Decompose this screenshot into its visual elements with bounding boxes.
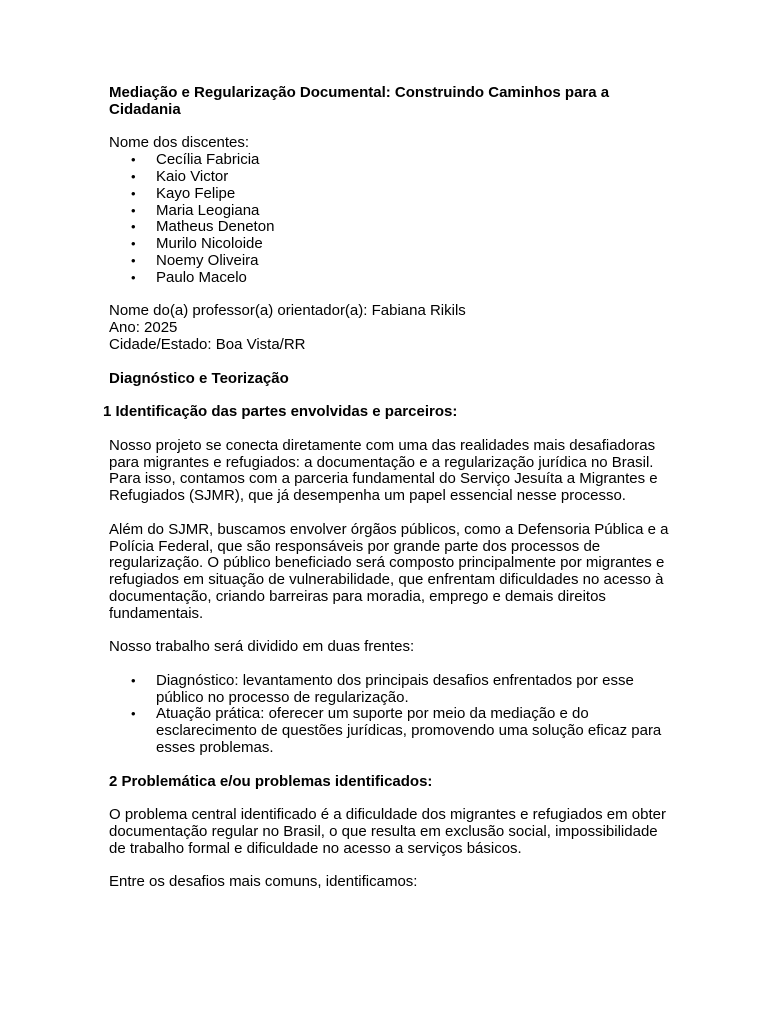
section1-title: Identificação das partes envolvidas e parceiros:: [115, 403, 458, 421]
advisor-line: Nome do(a) professor(a) orientador(a): Fabiana Rikils: [109, 302, 466, 320]
spacer: [109, 287, 669, 304]
bullet-icon: •: [131, 706, 136, 722]
spacer: [109, 119, 669, 136]
student-item: • Matheus Deneton: [131, 218, 275, 236]
document-title: Mediação e Regularização Documental: Construindo Caminhos para a Cidadania: [109, 84, 610, 118]
front-item: • Atuação prática: oferecer um suporte por meio da mediação e do esclarecimento de questões jurídicas, promovendo uma solução eficaz para esses problemas.: [131, 705, 662, 757]
students-label: Nome dos discentes:: [109, 134, 250, 152]
city-line: Cidade/Estado: Boa Vista/RR: [109, 335, 306, 353]
student-item: • Noemy Oliveira: [131, 251, 259, 269]
spacer: [109, 387, 669, 404]
student-item: • Cecília Fabricia: [131, 151, 260, 169]
bullet-icon: •: [131, 152, 136, 168]
document-page: [103, 84, 669, 891]
bullet-icon: •: [131, 236, 136, 252]
spacer: [109, 421, 669, 438]
student-item: • Kayo Felipe: [131, 184, 236, 202]
student-item: • Paulo Macelo: [131, 268, 247, 286]
section-heading: Diagnóstico e Teorização: [109, 369, 289, 387]
spacer: [109, 505, 669, 522]
students-list: [109, 152, 669, 286]
bullet-icon: •: [131, 168, 136, 184]
section1-paragraph-2: Além do SJMR, buscamos envolver órgãos públicos, como a Defensoria Pública e a Polícia Federal, que são responsáveis por grande parte dos processos de regularização. O público beneficiado será composto principalmente por migrantes e refugiados em situação de vulnerabilidade, que enfrentam dificuldades no acesso à documentação, criando barreiras para moradia, emprego e demais direitos fundamentais.: [109, 520, 669, 622]
section2-heading: 2 Problemática e/ou problemas identificados:: [109, 772, 433, 790]
bullet-icon: •: [131, 252, 136, 268]
spacer: [109, 757, 669, 774]
bullet-icon: •: [131, 672, 136, 688]
section2-paragraph-2: Entre os desafios mais comuns, identificamos:: [109, 873, 418, 891]
student-item: • Kaio Victor: [131, 167, 229, 185]
spacer: [109, 858, 669, 875]
year-line: Ano: 2025: [109, 319, 178, 337]
spacer: [109, 623, 669, 640]
section2-paragraph-1: O problema central identificado é a dificuldade dos migrantes e refugiados em obter documentação regular no Brasil, o que resulta em exclusão social, impossibilidade de trabalho formal e dificuldade no acesso a serviços básicos.: [109, 806, 666, 857]
bullet-icon: •: [131, 219, 136, 235]
section1-paragraph-1: Nosso projeto se conecta diretamente com uma das realidades mais desafiadoras para migrantes e refugiados: a documentação e a regularização jurídica no Brasil. Para isso, contamos com a parceria fundamental do Serviço Jesuíta a Migrantes e Refugiados (SJMR), que já desempenha um papel essencial nesse processo.: [109, 436, 658, 505]
student-item: • Maria Leogiana: [131, 201, 260, 219]
spacer: [109, 790, 669, 807]
spacer: [109, 354, 669, 371]
section1-number: 1: [103, 403, 112, 421]
front-item: • Diagnóstico: levantamento dos principais desafios enfrentados por esse público no processo de regularização.: [131, 671, 634, 706]
bullet-icon: •: [131, 269, 136, 285]
bullet-icon: •: [131, 185, 136, 201]
fronts-list: [109, 673, 669, 757]
section1-heading: [103, 404, 669, 421]
student-item: • Murilo Nicoloide: [131, 235, 263, 253]
section1-paragraph-3: Nosso trabalho será dividido em duas frentes:: [109, 638, 415, 656]
bullet-icon: •: [131, 202, 136, 218]
spacer: [109, 656, 669, 673]
